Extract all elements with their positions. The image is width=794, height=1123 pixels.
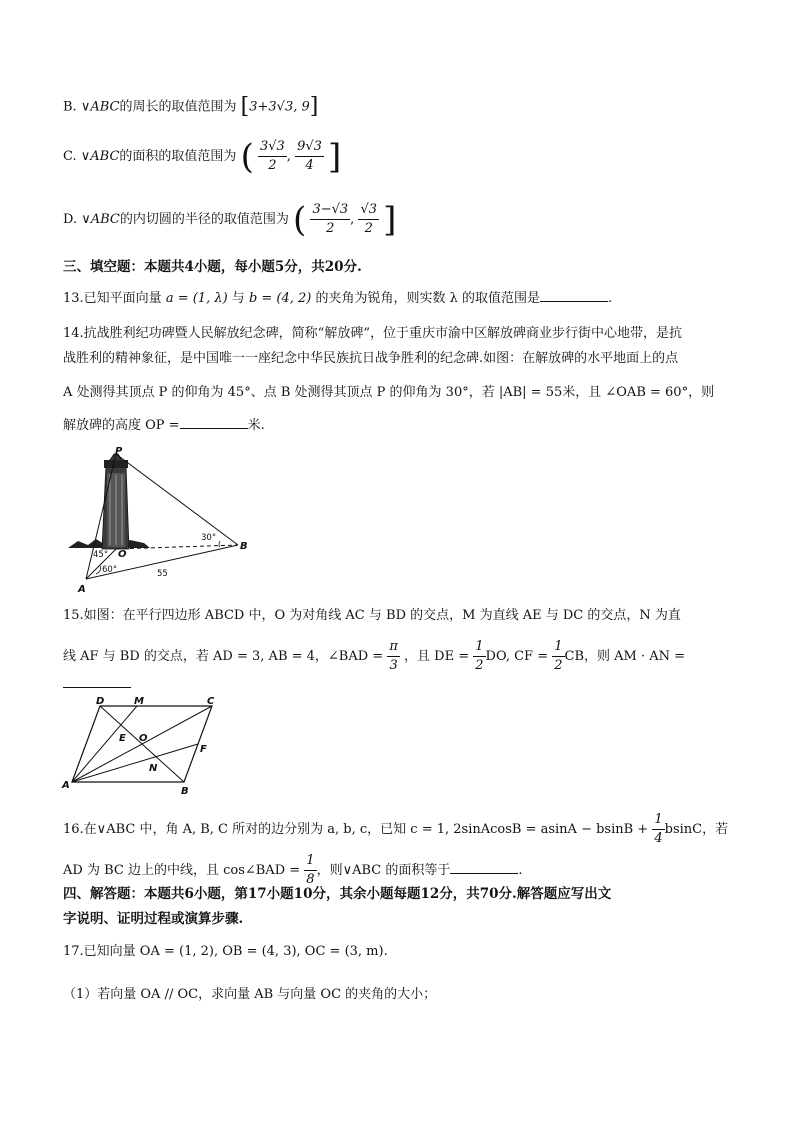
label-o: O <box>139 733 148 744</box>
question-16-line-1: 16.在∨ABC 中，角 A, B, C 所对的边分别为 a, b, c，已知 c = 1, 2sinAcosB = asinA − bsinB + $\frac{1}{4}$ bsinC，若 <box>63 812 729 846</box>
label-e: E <box>119 733 126 744</box>
fraction: $\frac{√3}{2}$ <box>360 202 377 236</box>
section-heading-fill-in: 三、填空题：本题共4小题，每小题5分，共20分. <box>63 259 362 275</box>
label-m: M <box>134 696 144 707</box>
label-f: F <box>200 744 207 755</box>
parallelogram-figure <box>60 695 230 800</box>
length-55: 55 <box>157 569 168 579</box>
angle-60: 60° <box>102 565 118 575</box>
line-pb <box>116 454 238 545</box>
answer-blank <box>450 861 518 874</box>
question-13: 13.已知平面向量 a = (1, λ) 与 b = (4, 2) 的夹角为锐角，则实数 λ 的取值范围是 . <box>63 291 613 306</box>
angle-45: 45° <box>93 550 109 560</box>
section-heading-solutions-1: 四、解答题：本题共6小题，第17小题10分，其余小题每题12分，共70分.解答题应写出文 <box>63 886 612 902</box>
label-n: N <box>149 763 158 774</box>
fraction: $\frac{1}{8}$ <box>306 853 315 887</box>
question-17-line-1: 17.已知向量 OA = (1, 2), OB = (4, 3), OC = (3, m). <box>63 944 388 959</box>
question-14-line-1: 14.抗战胜利纪功碑暨人民解放纪念碑，简称“解放碑”，位于重庆市渝中区解放碑商业步行街中心地带，是抗 <box>63 326 682 341</box>
section-heading-solutions-2: 字说明、证明过程或演算步骤. <box>63 911 244 927</box>
label-b: B <box>240 541 248 552</box>
fraction: $\frac{3√3}{2}$ <box>259 139 285 173</box>
diagonal-bd <box>100 706 184 782</box>
question-14-line-4: 解放碑的高度 OP = 米. <box>63 418 265 433</box>
fraction: $\frac{1}{2}$ <box>554 639 563 673</box>
angle-30: 30° <box>201 533 217 543</box>
fraction: $\frac{1}{2}$ <box>475 639 484 673</box>
question-15-blank <box>63 675 131 694</box>
label-b: B <box>181 786 189 797</box>
option-d: D. ∨ABC的内切圆的半径的取值范围为 ( $\frac{3-√3}{2}$ , $\frac{√3}{2}$ ] <box>63 199 397 240</box>
question-14-line-2: 战胜利的精神象征，是中国唯一一座纪念中华民族抗日战争胜利的纪念碑.如图：在解放碑的水平地面上的点 <box>63 351 679 366</box>
option-b: B. ∨ABC的周长的取值范围为 [3+3√3, 9] <box>63 94 319 119</box>
question-17-part-1: （1）若向量 OA // OC，求向量 AB 与向量 OC 的夹角的大小； <box>63 987 437 1002</box>
option-c: C. ∨ABC的面积的取值范围为 ( $\frac{3√3}{2}$ , $\frac{9√3}{4}$ ] <box>63 136 342 177</box>
label-p: P <box>115 446 123 457</box>
question-14-line-3: A 处测得其顶点 P 的仰角为 45°、点 B 处测得其顶点 P 的仰角为 30°，若 |AB| = 55米，且 ∠OAB = 60°，则 <box>63 385 715 400</box>
answer-blank <box>63 675 131 688</box>
label-a: A <box>62 780 70 791</box>
line-am <box>72 706 137 782</box>
label-d: D <box>96 696 105 707</box>
fraction: $\frac{9√3}{4}$ <box>297 139 322 173</box>
monument-figure <box>60 445 260 595</box>
question-15-line-2: 线 AF 与 BD 的交点，若 AD = 3, AB = 4，∠BAD = $\frac{\pi}{3}$ ，且 DE = $\frac{1}{2}$ DO, CF = $\frac{1}{2}$ CB，则 AM · AN = <box>63 639 686 673</box>
line-af <box>72 744 198 782</box>
label-o: O <box>118 549 127 560</box>
fraction: $\frac{\pi}{3}$ <box>389 639 398 673</box>
label-a: A <box>78 584 86 595</box>
question-16-line-2: AD 为 BC 边上的中线，且 cos∠BAD = $\frac{1}{8}$ ，则∨ABC 的面积等于 . <box>63 853 523 887</box>
label-c: C <box>207 696 215 707</box>
fraction: $\frac{3-√3}{2}$ <box>312 202 349 236</box>
answer-blank <box>180 416 248 429</box>
question-15-line-1: 15.如图：在平行四边形 ABCD 中，O 为对角线 AC 与 BD 的交点，M 为直线 AE 与 DC 的交点，N 为直 <box>63 608 681 623</box>
answer-blank <box>540 289 608 302</box>
fraction: $\frac{1}{4}$ <box>654 812 663 846</box>
